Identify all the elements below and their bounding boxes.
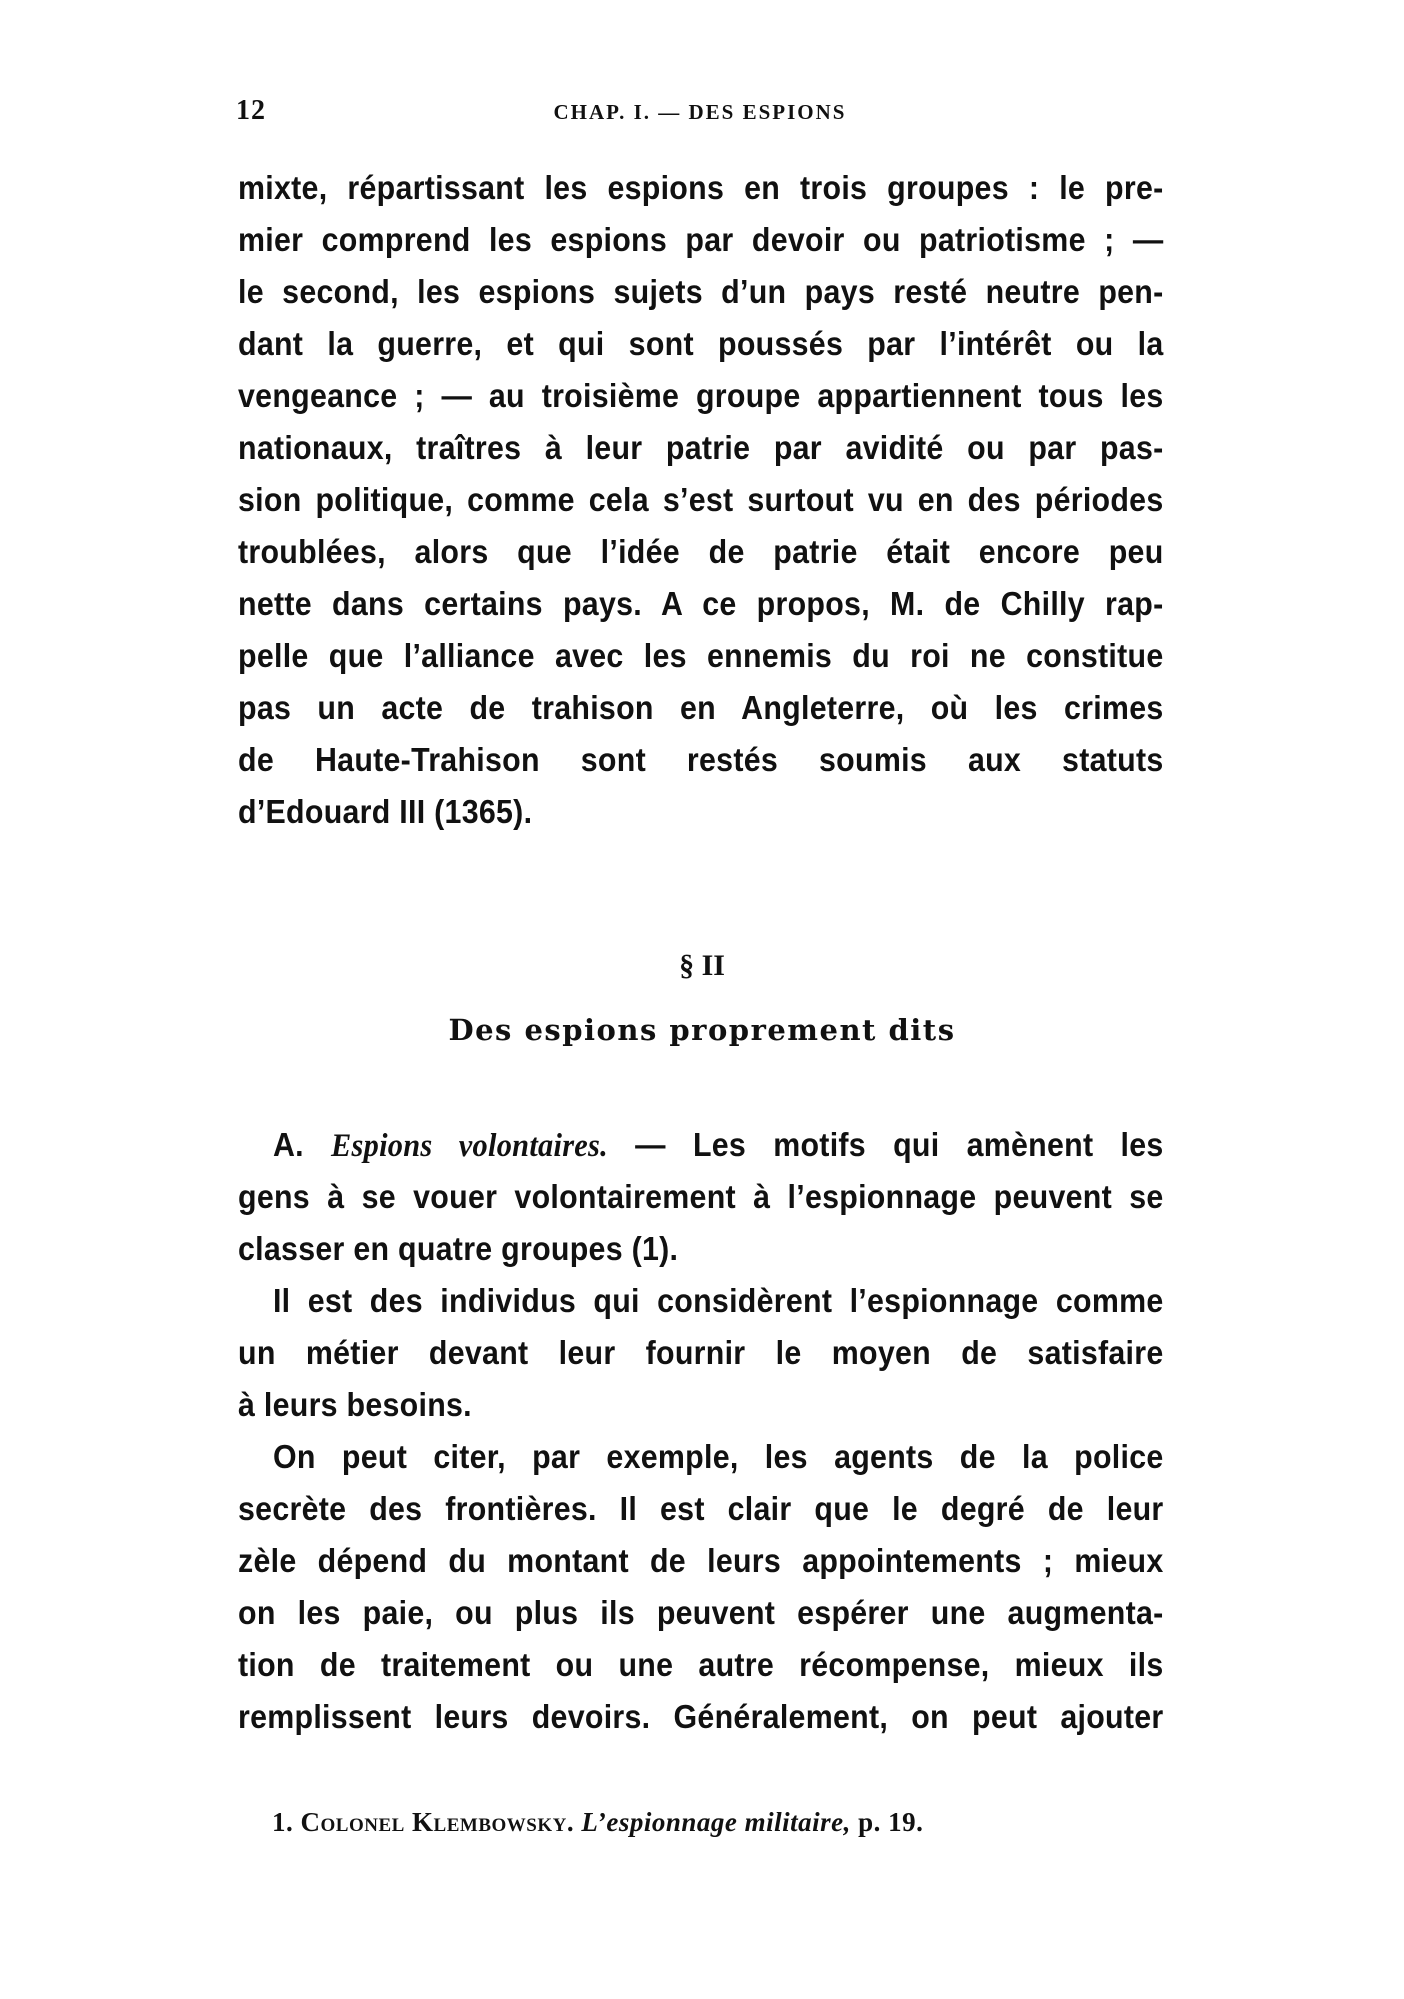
text-line: pas un acte de trahison en Angleterre, où les crimes	[238, 689, 1164, 726]
text-line: de Haute-Trahison sont restés soumis aux statuts	[238, 741, 1164, 778]
text-line: zèle dépend du montant de leurs appointements ; mieux	[238, 1542, 1164, 1579]
text-line: mier comprend les espions par devoir ou patriotisme ; —	[238, 221, 1164, 258]
page-number: 12	[236, 95, 266, 126]
subsection-label: A.	[272, 1126, 304, 1163]
footnote	[272, 1804, 923, 1840]
text-line: d’Edouard III (1365).	[238, 793, 533, 830]
text-line: troublées, alors que l’idée de patrie était encore peu	[238, 533, 1164, 570]
text-line: dant la guerre, et qui sont poussés par l’intérêt ou la	[238, 325, 1164, 362]
text-line: nationaux, traîtres à leur patrie par avidité ou par pas-	[238, 429, 1164, 466]
section-number: § II	[679, 949, 725, 982]
text-line: on les paie, ou plus ils peuvent espérer une augmenta-	[238, 1594, 1164, 1631]
running-head-text: CHAP. I. — DES ESPIONS	[553, 100, 847, 124]
running-head	[0, 99, 1404, 125]
text-line: nette dans certains pays. A ce propos, M. de Chilly rap-	[238, 585, 1164, 622]
text-line: sion politique, comme cela s’est surtout vu en des périodes	[238, 481, 1164, 518]
footnote-number: 1.	[272, 1807, 294, 1837]
text-line: un métier devant leur fournir le moyen de satisfaire	[238, 1334, 1164, 1371]
subsection-first-line	[238, 1119, 1164, 1171]
paragraph-continuation	[238, 162, 1164, 838]
text-line: On peut citer, par exemple, les agents de la police	[272, 1438, 1164, 1475]
footnote-author: Colonel Klembowsky.	[300, 1807, 575, 1837]
text-line: remplissent leurs devoirs. Généralement, on peut ajouter	[238, 1698, 1164, 1735]
text-line: tion de traitement ou une autre récompense, mieux ils	[238, 1646, 1164, 1683]
text-line: gens à se vouer volontairement à l’espionnage peuvent se	[238, 1178, 1164, 1215]
text-line: secrète des frontières. Il est clair que le degré de leur	[238, 1490, 1164, 1527]
footnote-page: p. 19.	[858, 1807, 924, 1837]
text-line: le second, les espions sujets d’un pays resté neutre pen-	[238, 273, 1164, 310]
text-line: à leurs besoins.	[238, 1386, 472, 1423]
text-line: mixte, répartissant les espions en trois groupes : le pre-	[238, 169, 1164, 206]
text-line: pelle que l’alliance avec les ennemis du roi ne constitue	[238, 637, 1164, 674]
text-line: classer en quatre groupes (1).	[238, 1230, 679, 1267]
text-run: — Les motifs qui amènent les	[635, 1126, 1164, 1163]
footnote-title: L’espionnage militaire,	[581, 1807, 851, 1837]
section-title: Des espions proprement dits	[448, 1013, 956, 1047]
text-line: Il est des individus qui considèrent l’espionnage comme	[272, 1282, 1164, 1319]
text-line: vengeance ; — au troisième groupe appartiennent tous les	[238, 377, 1164, 414]
section-body	[238, 1119, 1164, 1743]
subsection-title: Espions volontaires.	[331, 1128, 609, 1164]
